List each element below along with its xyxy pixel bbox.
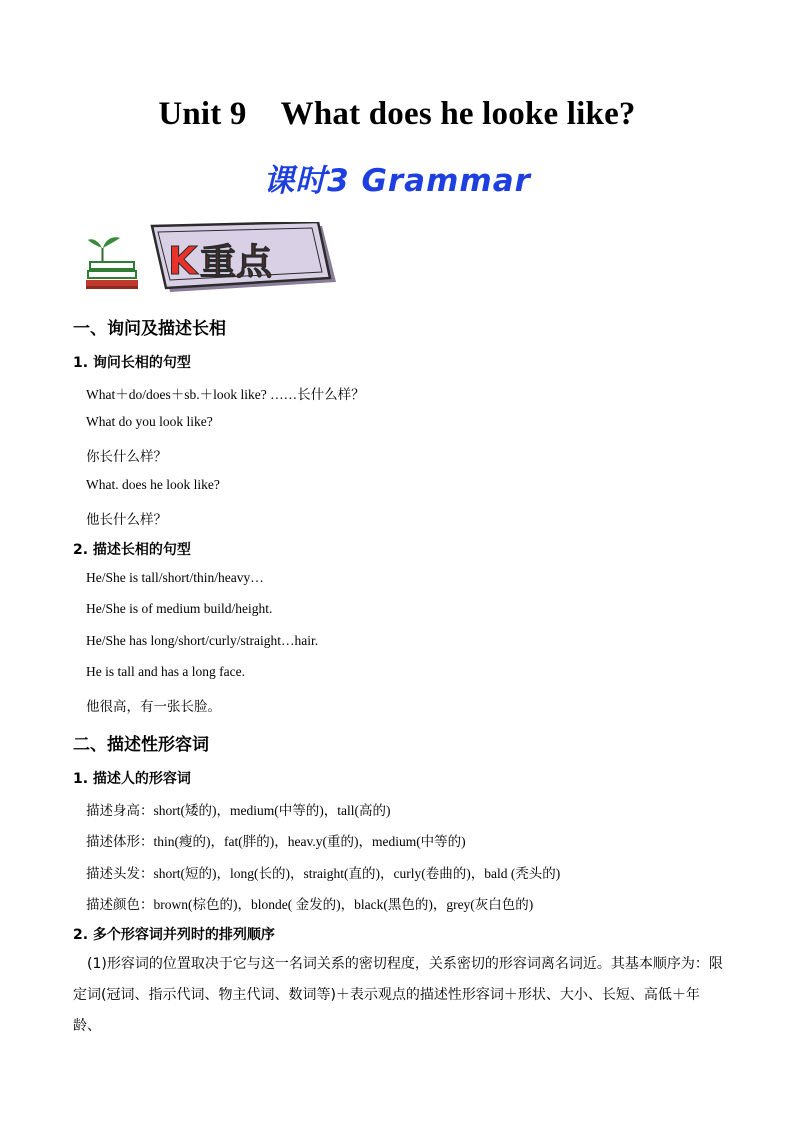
text-line: He/She has long/short/curly/straight…hair. xyxy=(86,633,319,648)
book-stack-icon xyxy=(86,237,138,289)
text-line: 描述头发：short(短的)，long(长的)，straight(直的)，curly(卷曲的)，bald (秃头的) xyxy=(86,866,561,881)
badge-letter: K xyxy=(168,239,198,283)
text-line: 描述体形：thin(瘦的)，fat(胖的)，heav.y(重的)，medium(中等的) xyxy=(86,834,466,849)
badge-text: 重点 xyxy=(200,242,273,283)
subsection-heading: 2. 描述长相的句型 xyxy=(73,542,191,558)
text-line: 描述颜色：brown(棕色的)，blonde( 金发的)，black(黑色的)，grey(灰白色的) xyxy=(86,897,534,912)
section-heading: 二、描述性形容词 xyxy=(73,735,209,755)
text-line: What do you look like? xyxy=(86,414,213,429)
body-paragraph: (1)形容词的位置取决于它与这一名词关系的密切程度，关系密切的形容词离名词近。其基本顺序为：限定词(冠词、指示代词、物主代词、数词等)＋表示观点的描述性形容词＋形状、大小、长短、高低＋年龄、 xyxy=(73,956,723,1034)
text-line: 他很高，有一张长脸。 xyxy=(86,699,221,714)
text-line: 你长什么样？ xyxy=(86,449,167,464)
text-line: He/She is tall/short/thin/heavy… xyxy=(86,570,264,585)
text-line: He is tall and has a long face. xyxy=(86,664,245,679)
text-line: 描述身高：short(矮的)，medium(中等的)，tall(高的) xyxy=(86,803,391,818)
text-line: What＋do/does＋sb.＋look like? ……长什么样？ xyxy=(86,387,365,402)
subsection-heading: 1. 询问长相的句型 xyxy=(73,355,191,371)
section-heading: 一、询问及描述长相 xyxy=(73,319,226,339)
lesson-title: What does he looke like? xyxy=(280,96,636,132)
text-line: 他长什么样？ xyxy=(86,512,167,527)
key-points-badge xyxy=(86,222,342,298)
unit-label: Unit 9 xyxy=(158,96,247,132)
text-line: He/She is of medium build/height. xyxy=(86,601,273,616)
subsection-heading: 2. 多个形容词并列时的排列顺序 xyxy=(73,927,275,943)
page-title xyxy=(0,96,794,133)
text-line: What. does he look like? xyxy=(86,477,220,492)
lesson-subtitle: 课时3 Grammar xyxy=(263,163,531,199)
subsection-heading: 1. 描述人的形容词 xyxy=(73,771,191,787)
